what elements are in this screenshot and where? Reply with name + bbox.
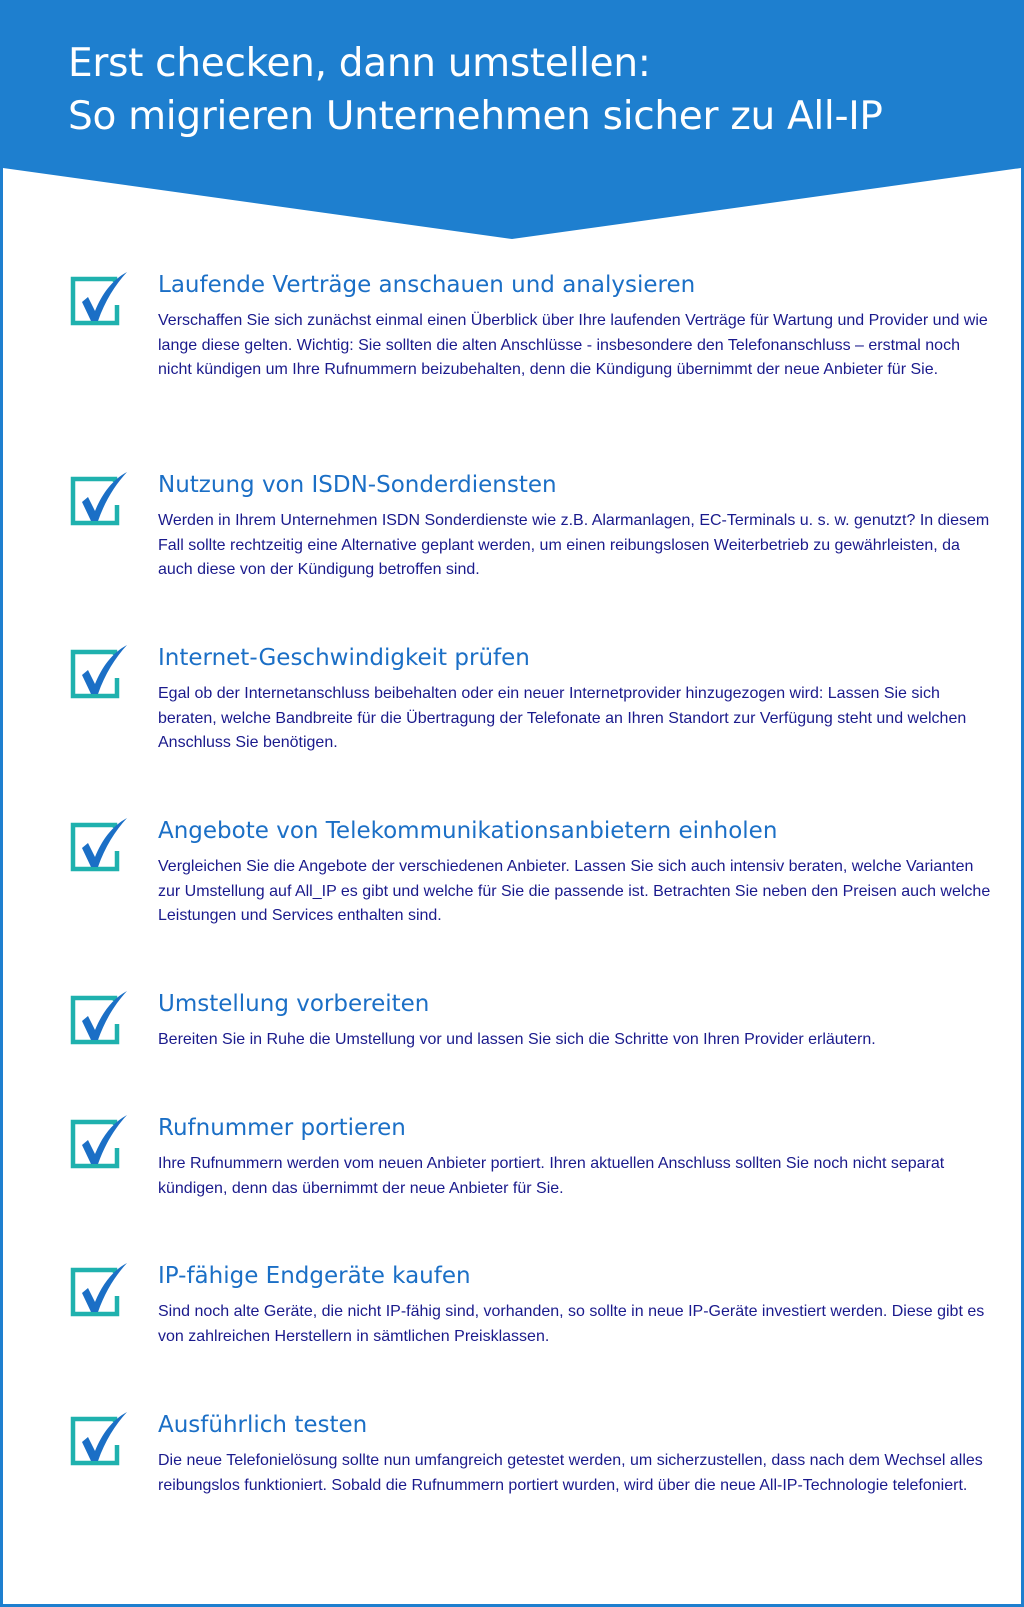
item-heading: Internet-Geschwindigkeit prüfen [158, 645, 530, 671]
item-heading: Ausführlich testen [158, 1412, 368, 1438]
item-text: Bereiten Sie in Ruhe die Umstellung vor und lassen Sie sich die Schritte von Ihren Provider erläutern. [158, 1031, 876, 1048]
item-text: Die neue Telefonielösung sollte nun umfangreich getestet werden, um sicherzustellen, dass nach dem Wechsel alles reibungslos funktioniert. Sobald die Rufnummern portiert wurden, wird über die neue All-IP-Technologie telefoniert. [158, 1452, 983, 1494]
checkbox-checked-icon [69, 1262, 133, 1318]
title-line-1: Erst checken, dann umstellen: [68, 41, 651, 86]
item-text: Verschaffen Sie sich zunächst einmal einen Überblick über Ihre laufenden Verträge für Wartung und Provider und wie lange diese gelten. Wichtig: Sie sollten die alten Anschlüsse - insbesondere den Telefonanschluss – erstmal noch nicht kündigen um Ihre Rufnummern beizubehalten, denn die Kündigung übernimmt der neue Anbieter für Sie. [158, 312, 988, 378]
checkbox-checked-icon [69, 817, 133, 873]
header-banner [3, 3, 1021, 243]
page-title [68, 37, 883, 143]
item-text: Vergleichen Sie die Angebote der verschiedenen Anbieter. Lassen Sie sich auch intensiv beraten, welche Varianten zur Umstellung auf All_IP es gibt und welche für Sie die passende ist. Betrachten Sie neben den Preisen auch welche Leistungen und Services enthalten sind. [158, 858, 991, 924]
item-heading: Laufende Verträge anschauen und analysieren [158, 272, 696, 298]
checkbox-checked-icon [69, 1114, 133, 1170]
item-text: Sind noch alte Geräte, die nicht IP-fähig sind, vorhanden, so sollte in neue IP-Geräte investiert werden. Diese gibt es von zahlreichen Herstellern in sämtlichen Preisklassen. [158, 1303, 985, 1345]
title-line-2: So migrieren Unternehmen sicher zu All-IP [68, 94, 883, 139]
item-text: Werden in Ihrem Unternehmen ISDN Sonderdienste wie z.B. Alarmanlagen, EC-Terminals u. s. w. genutzt? In diesem Fall sollte rechtzeitig eine Alternative geplant werden, um einen reibungslosen Weiterbetrieb zu gewährleisten, da auch diese von der Kündigung betroffen sind. [158, 512, 990, 578]
checkbox-checked-icon [69, 471, 133, 527]
checkbox-checked-icon [69, 990, 133, 1046]
checkbox-checked-icon [69, 644, 133, 700]
item-text: Ihre Rufnummern werden vom neuen Anbieter portiert. Ihren aktuellen Anschluss sollten Sie noch nicht separat kündigen, denn das übernimmt der neue Anbieter für Sie. [158, 1155, 945, 1197]
item-heading: IP-fähige Endgeräte kaufen [158, 1263, 471, 1289]
checkbox-checked-icon [69, 1411, 133, 1467]
item-text: Egal ob der Internetanschluss beibehalten oder ein neuer Internetprovider hinzugezogen wird: Lassen Sie sich beraten, welche Bandbreite für die Übertragung der Telefonate an Ihren Standort zur Verfügung steht und welchen Anschluss Sie benötigen. [158, 685, 967, 751]
item-heading: Umstellung vorbereiten [158, 991, 430, 1017]
item-heading: Angebote von Telekommunikationsanbietern einholen [158, 818, 778, 844]
item-heading: Rufnummer portieren [158, 1115, 406, 1141]
item-heading: Nutzung von ISDN-Sonderdiensten [158, 472, 557, 498]
checkbox-checked-icon [69, 271, 133, 327]
